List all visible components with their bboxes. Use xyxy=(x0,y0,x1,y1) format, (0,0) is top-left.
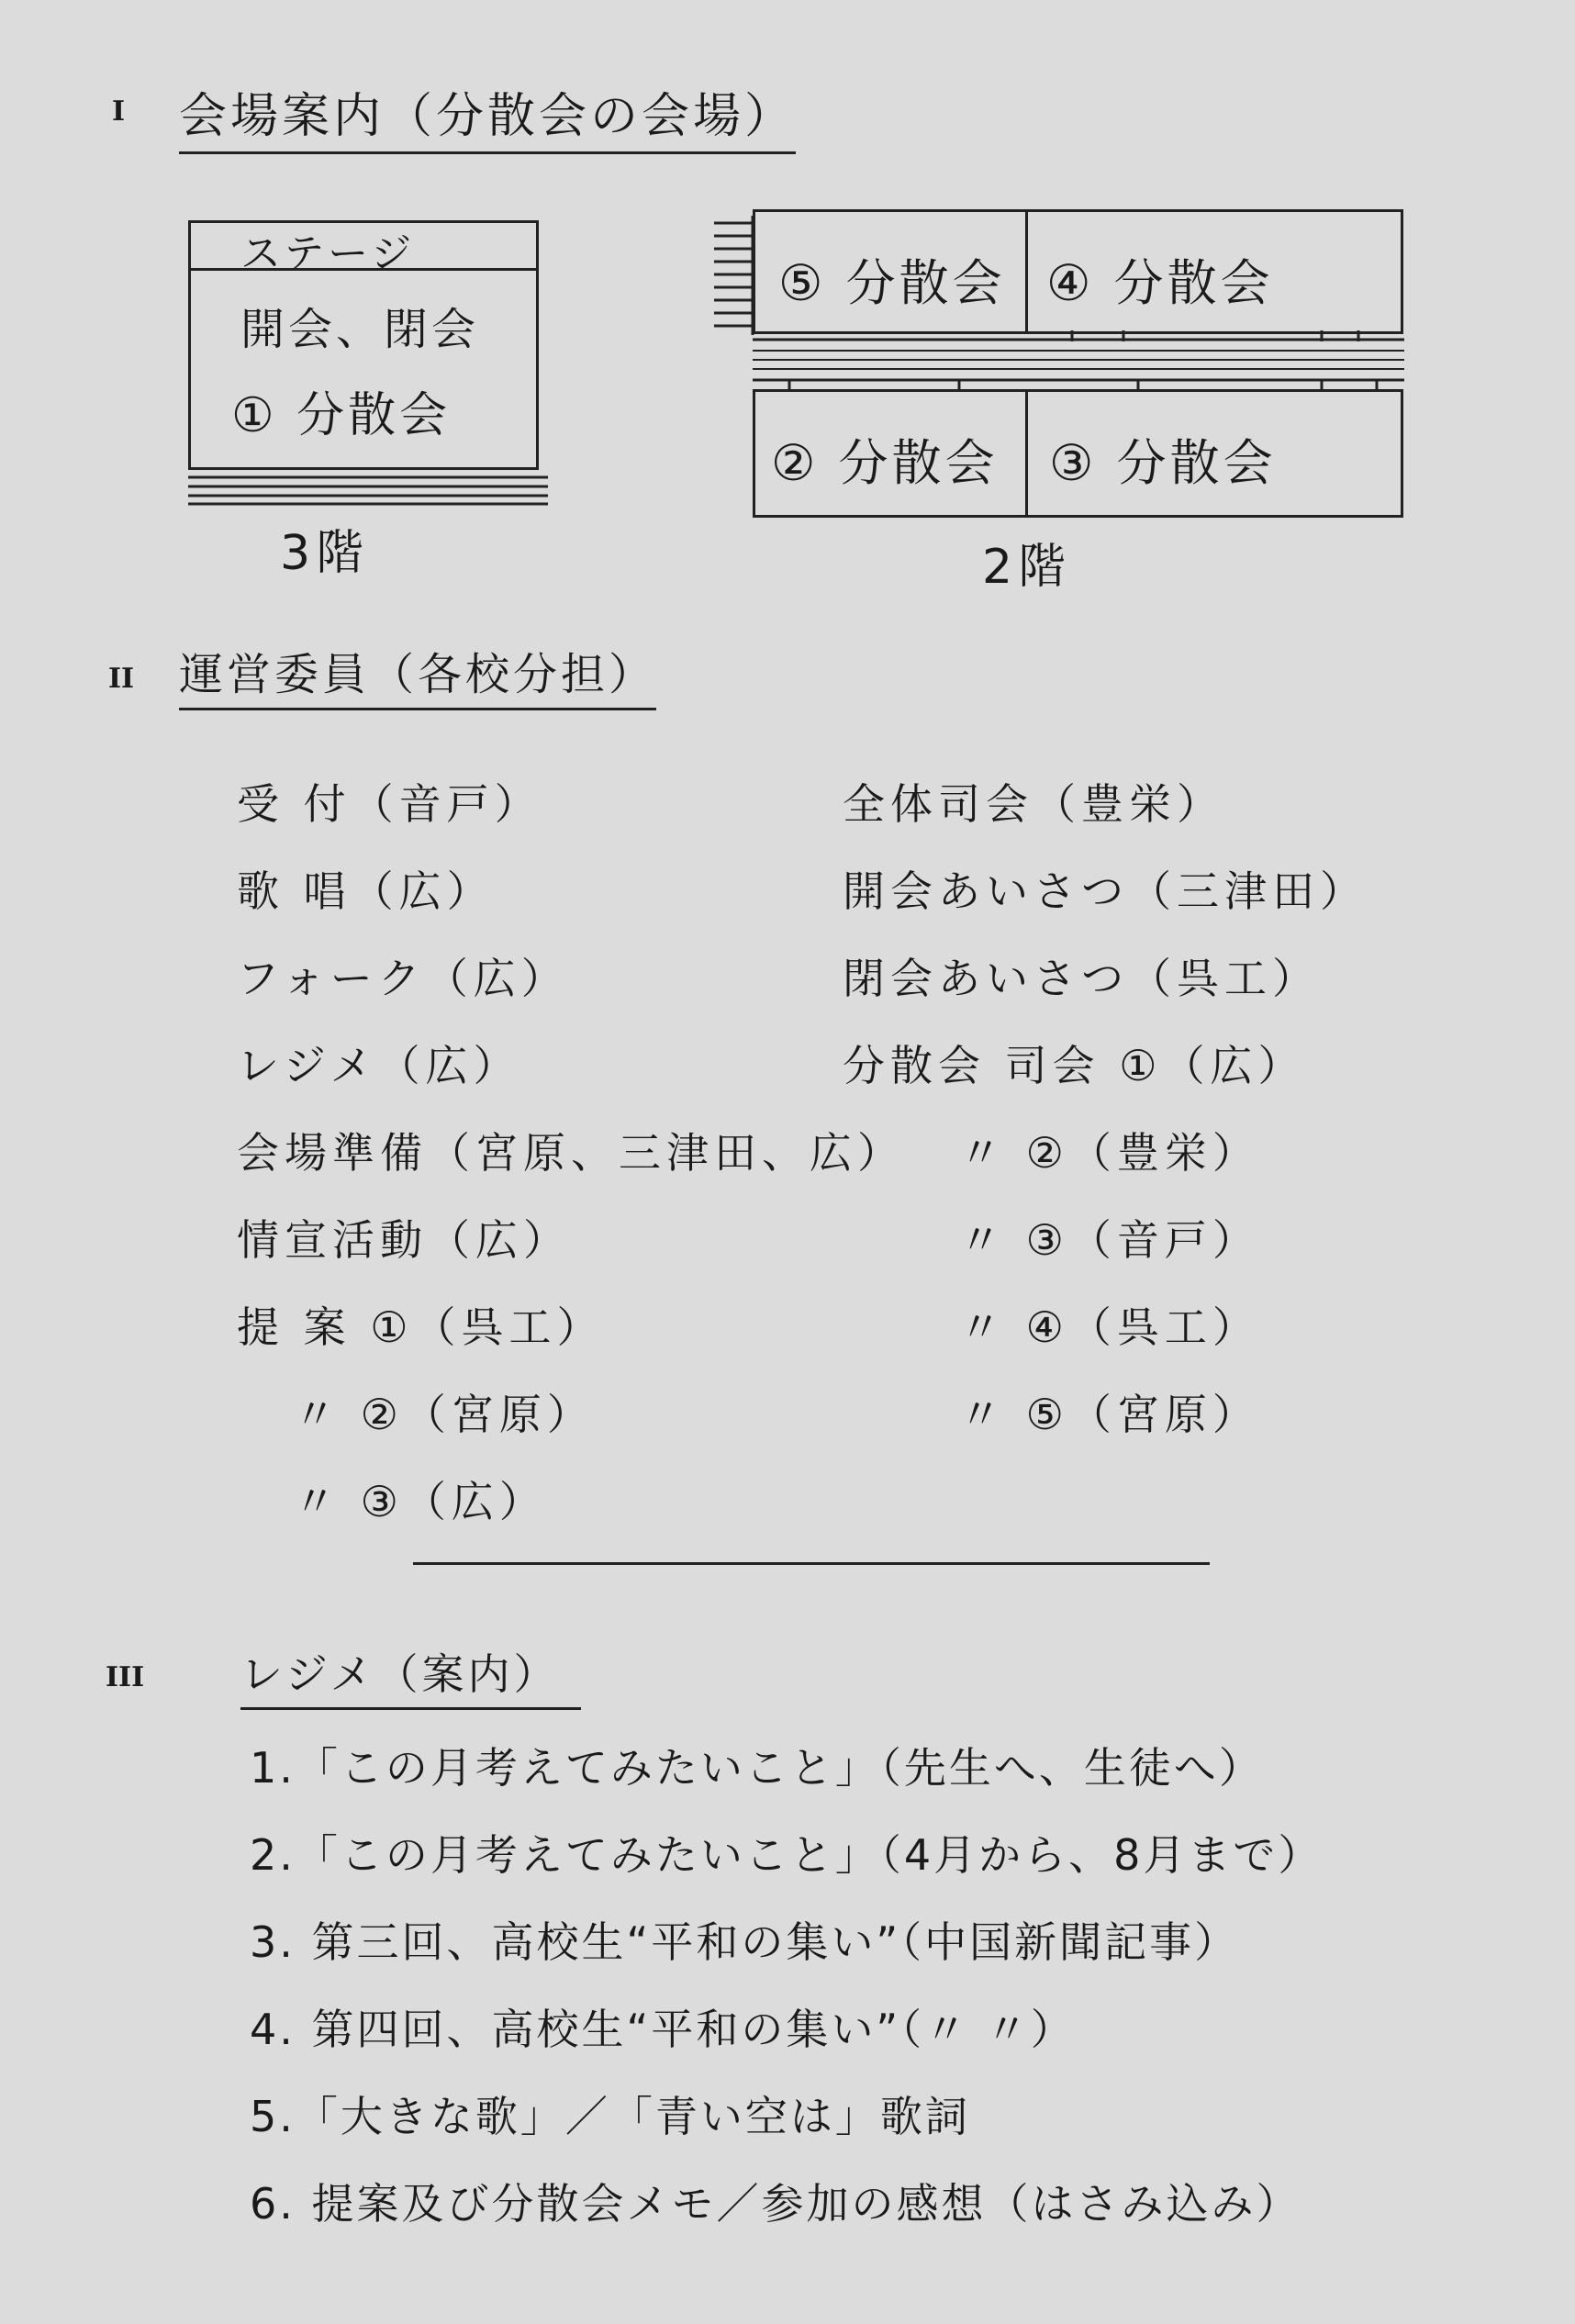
corridor-2f xyxy=(753,329,1404,395)
floor-label-2f: 2階 xyxy=(982,540,1072,595)
stairs-3f xyxy=(188,470,548,507)
duty-item: 〃 ②（宮原） xyxy=(294,1390,595,1439)
list-item: 1.「この月考えてみたいこと」（先生へ、生徒へ） xyxy=(250,1743,1264,1793)
floor-label-3f: 3階 xyxy=(280,526,370,581)
section-title-venue: 会場案内（分散会の会場） xyxy=(179,77,796,154)
duty-item: 〃 ③（広） xyxy=(294,1477,547,1526)
section-divider xyxy=(413,1562,1210,1565)
list-item: 5.「大きな歌」／「青い空は」歌詞 xyxy=(250,2092,970,2141)
list-item: 6. 提案及び分散会メモ／参加の感想（はさみ込み） xyxy=(250,2179,1301,2229)
section-title-resume: レジメ（案内） xyxy=(240,1641,581,1710)
stage-label: ステージ xyxy=(240,230,416,277)
list-item: 3. 第三回、高校生“平和の集い”（中国新聞記事） xyxy=(250,1917,1240,1967)
room-5-label: ⑤ 分散会 xyxy=(778,254,1006,312)
duty-item: 閉会あいさつ（呉工） xyxy=(843,954,1320,1003)
list-item: 2.「この月考えてみたいこと」（4月から、8月まで） xyxy=(250,1830,1324,1880)
duty-item: 〃 ②（豊栄） xyxy=(959,1128,1260,1178)
section-mark-3: III xyxy=(106,1661,145,1693)
duty-item: 分散会 司会 ①（広） xyxy=(843,1041,1306,1090)
duty-item: 会場準備（宮原、三津田、広） xyxy=(237,1128,905,1178)
list-item: 4. 第四回、高校生“平和の集い”（〃 〃） xyxy=(250,2005,1076,2054)
duty-item: 情宣活動（広） xyxy=(237,1215,571,1265)
duty-item: フォーク（広） xyxy=(237,954,569,1003)
section-title-committee: 運営委員（各校分担） xyxy=(179,639,656,710)
duty-item: 提 案 ①（呉工） xyxy=(237,1302,605,1352)
duty-item: 全体司会（豊栄） xyxy=(843,779,1224,829)
room-3-label: ③ 分散会 xyxy=(1049,434,1277,492)
hall-3f-line1: 開会、閉会 xyxy=(240,304,480,355)
room-2-label: ② 分散会 xyxy=(771,434,999,492)
section-mark-2: II xyxy=(108,663,135,695)
duty-item: 〃 ④（呉工） xyxy=(959,1302,1260,1352)
duty-item: 〃 ③（音戸） xyxy=(959,1215,1260,1265)
room-4-label: ④ 分散会 xyxy=(1046,254,1274,312)
duty-item: 受 付（音戸） xyxy=(237,779,542,829)
duty-item: 〃 ⑤（宮原） xyxy=(959,1390,1260,1439)
duty-item: レジメ（広） xyxy=(237,1041,521,1090)
duty-item: 開会あいさつ（三津田） xyxy=(843,866,1368,916)
stairs-2f xyxy=(707,216,754,335)
hall-3f-line2: ① 分散会 xyxy=(231,388,452,443)
duty-item: 歌 唱（広） xyxy=(237,866,495,916)
section-mark-1: I xyxy=(112,95,126,128)
